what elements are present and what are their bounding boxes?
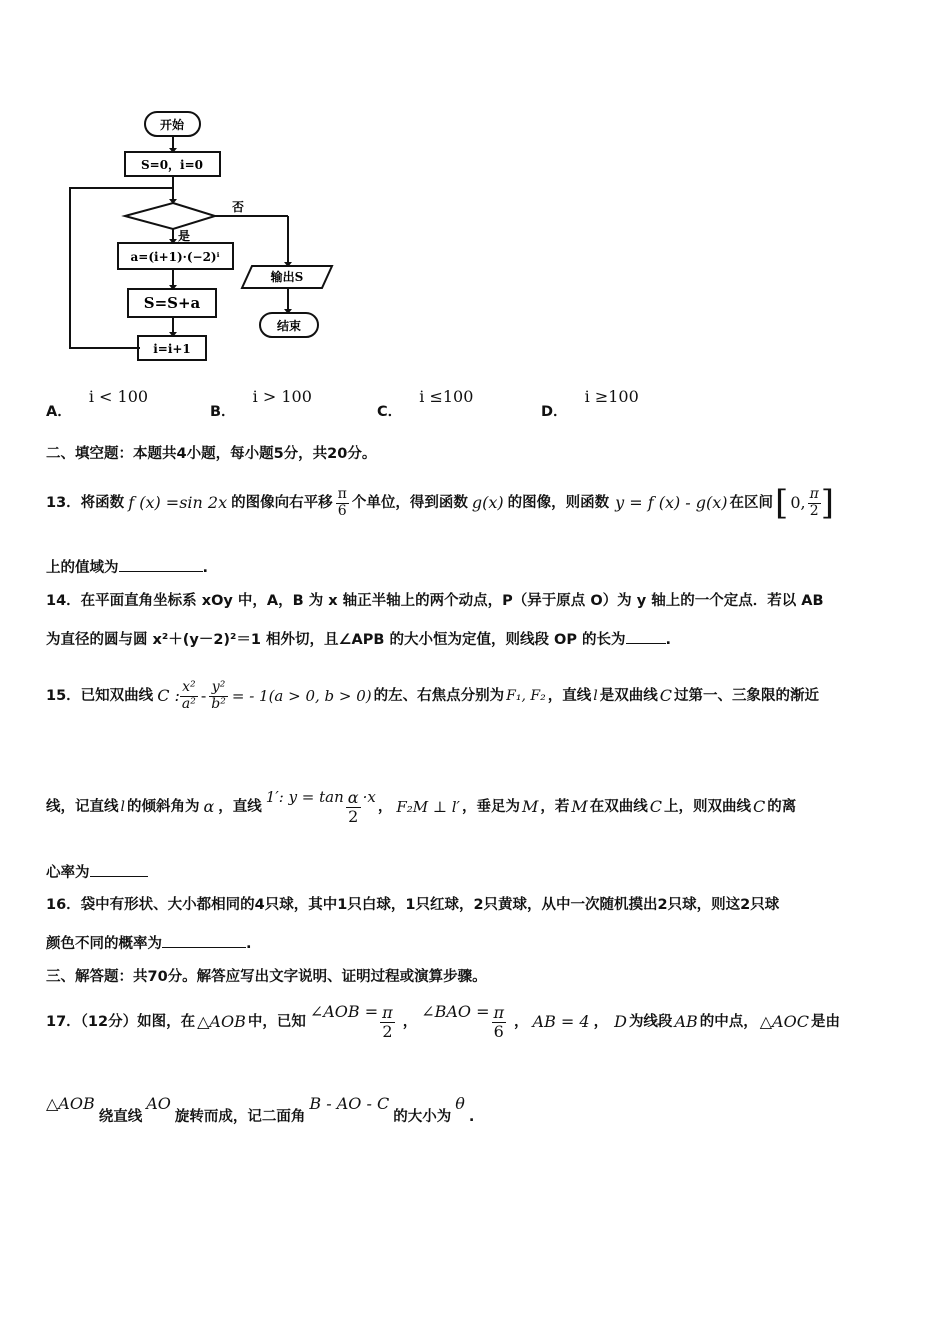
- question-15: [46, 670, 819, 722]
- q15-m1: M: [521, 797, 539, 816]
- option-label: D．: [541, 404, 568, 420]
- q13-text: 的图像向右平移: [231, 494, 333, 511]
- answer-blank: [626, 631, 666, 644]
- q15-text: 是双曲线: [599, 687, 658, 704]
- q17-text: 的中点，: [699, 1013, 758, 1030]
- q13-text: 13．将函数: [46, 494, 125, 511]
- q15-line3: [46, 864, 148, 881]
- q15-text: 在双曲线: [589, 798, 648, 815]
- q13-line2: [46, 559, 208, 576]
- q17-ab: AB = 4: [532, 1012, 590, 1031]
- q17-text: ，: [402, 1013, 418, 1030]
- q15-l2: l: [120, 799, 125, 815]
- q17-text: ，: [514, 1013, 529, 1030]
- q13-text: 的图像，则函数: [507, 494, 610, 511]
- fraction-numerator: x²: [180, 680, 198, 696]
- interval-fraction: [808, 487, 821, 519]
- option-expr: i > 100: [252, 387, 312, 406]
- fraction-numerator: α: [347, 787, 359, 807]
- q17-ab2: AB: [674, 1012, 698, 1031]
- fraction-denominator: 2: [348, 806, 359, 826]
- q14-line2: [46, 631, 671, 648]
- answer-blank: [162, 935, 246, 948]
- flowchart-decision-node: [125, 203, 215, 229]
- q17-text: 绕直线: [98, 1108, 143, 1125]
- q15-text: 的离: [767, 798, 797, 815]
- q13-fraction: [336, 487, 349, 519]
- section-heading: 二、填空题：本题共4小题，每小题5分，共20分。: [46, 446, 377, 462]
- q17-ang1: ∠AOB =: [309, 1002, 379, 1021]
- flowchart-assign-text: a=(i+1)·(−2)ⁱ: [130, 250, 220, 264]
- q15-text: 心率为: [46, 865, 90, 881]
- q13-y: y = f (x) - g(x): [615, 493, 728, 512]
- q14-line1: 14．在平面直角坐标系 xOy 中，A，B 为 x 轴正半轴上的两个动点，P（异于原点 O）为 y 轴上的一个定点．若以 AB: [46, 593, 824, 609]
- flowchart-output-text: 输出S: [270, 270, 304, 284]
- fraction-numerator: π: [809, 486, 819, 503]
- flowchart-no-label: 否: [232, 200, 245, 214]
- fraction-denominator: b²: [211, 695, 226, 712]
- fraction-numerator: y²: [209, 680, 228, 696]
- q17-ao: AO: [146, 1094, 171, 1113]
- q15-rhs: = - 1(a > 0, b > 0): [231, 686, 372, 705]
- q16-end: .: [246, 936, 252, 952]
- q14-end: .: [665, 632, 672, 648]
- q17-theta: θ: [455, 1094, 465, 1113]
- fraction-denominator: a²: [181, 695, 196, 712]
- q15-text: 的倾斜角为: [126, 798, 200, 815]
- question-17: [46, 996, 840, 1048]
- fraction-numerator: π: [337, 486, 347, 503]
- q13-text: 在区间: [729, 494, 774, 511]
- q17-text: 17．（12分）如图，在: [46, 1013, 196, 1030]
- q15-text: ，: [377, 798, 393, 815]
- fraction-numerator: π: [382, 1002, 393, 1022]
- option-label: C．: [377, 404, 403, 420]
- q17-tri3: △AOB: [46, 1094, 95, 1113]
- q15-c: C :: [157, 686, 180, 705]
- q17-text: ，: [593, 1013, 609, 1030]
- q15-alpha: α: [203, 797, 215, 816]
- flowchart-start-text: 开始: [159, 118, 185, 132]
- q17-frac1: [380, 1004, 395, 1040]
- q16-line1: 16．袋中有形状、大小都相同的4只球，其中1只白球，1只红球，2只黄球，从中一次随机摸出2只球，则这2只球: [46, 897, 780, 913]
- q15-text: ，垂足为: [461, 798, 520, 815]
- section-heading: 三、解答题：共70分。解答应写出文字说明、证明过程或演算步骤。: [46, 969, 487, 985]
- fraction-denominator: 6: [493, 1021, 504, 1041]
- q13-g: g(x): [471, 493, 504, 512]
- flowchart-yes-label: 是: [178, 229, 191, 243]
- q15-c-var: C: [659, 686, 672, 705]
- option-b: [210, 386, 312, 420]
- q15-frac-x: [180, 680, 198, 712]
- question-13: [46, 478, 834, 528]
- q15-dotx: ·x: [362, 787, 376, 806]
- q16-text: 颜色不同的概率为: [46, 936, 162, 952]
- q17-d: D: [614, 1012, 627, 1031]
- q15-text: 上，则双曲线: [664, 798, 751, 815]
- option-label: B．: [210, 404, 236, 420]
- q15-text: ，若: [540, 798, 570, 815]
- q15-text: 的左、右焦点分别为: [373, 687, 505, 704]
- answer-blank: [90, 864, 148, 877]
- q15-c2: C: [649, 797, 662, 816]
- fraction-denominator: 2: [382, 1021, 393, 1041]
- q17-line2: [46, 1090, 474, 1124]
- q17-tri2: △AOC: [759, 1012, 809, 1031]
- q15-m2: M: [571, 797, 588, 816]
- flowchart-sum-text: S=S+a: [143, 294, 201, 312]
- option-c: [377, 386, 474, 420]
- q15-text: ，直线: [547, 687, 592, 704]
- flowchart-end-text: 结束: [276, 319, 302, 333]
- q15-text: 线，记直线: [46, 798, 119, 815]
- fraction-numerator: π: [493, 1002, 505, 1022]
- flowchart-init-text: S=0，i=0: [140, 158, 204, 172]
- q17-end: .: [468, 1108, 475, 1125]
- fraction-denominator: 6: [337, 502, 347, 519]
- q14-text: 为直径的圆与圆 x²＋(y－2)²＝1 相外切，且∠APB 的大小恒为定值，则线段 OP 的长为: [46, 632, 626, 648]
- interval-zero: 0,: [790, 493, 806, 512]
- q15-c3: C: [753, 797, 766, 816]
- flowchart: [60, 108, 350, 363]
- q15-text: 15．已知双曲线: [46, 687, 154, 704]
- q13-text: 个单位，得到函数: [351, 494, 468, 511]
- q17-tri1: △AOB: [197, 1012, 246, 1031]
- q15-minus: -: [200, 686, 207, 705]
- q17-text: 为线段: [628, 1013, 673, 1030]
- q15-frac-y: [209, 680, 228, 712]
- flowchart-incr-text: i=i+1: [153, 342, 191, 356]
- q15-foci: F₁, F₂: [506, 688, 546, 704]
- q17-ang2: ∠BAO =: [421, 1002, 490, 1021]
- answer-blank: [119, 559, 203, 572]
- interval-right-bracket: ]: [820, 483, 835, 523]
- q15-line2: [46, 781, 796, 833]
- option-label: A．: [46, 404, 72, 420]
- q17-dih: B - AO - C: [309, 1094, 390, 1113]
- option-expr: i ≥100: [584, 387, 639, 406]
- q13-text: 上的值域为: [46, 560, 119, 576]
- q13-end: .: [202, 560, 209, 576]
- option-expr: i ≤100: [419, 387, 474, 406]
- option-a: [46, 386, 149, 420]
- fraction-denominator: 2: [809, 502, 819, 519]
- q16-line2: [46, 935, 252, 952]
- q17-text: 是由: [810, 1013, 840, 1030]
- q17-text: 的大小为: [393, 1108, 452, 1125]
- q15-l: l: [593, 688, 598, 704]
- q15-lprime: 1′: y = tan: [265, 787, 344, 806]
- q13-f: f (x) =sin 2x: [128, 493, 228, 512]
- q15-perp: F₂M ⊥ l′: [396, 797, 460, 816]
- option-expr: i < 100: [88, 387, 149, 406]
- option-d: [541, 386, 639, 420]
- q17-frac2: [492, 1004, 507, 1040]
- interval-left-bracket: [: [775, 483, 789, 523]
- q17-text: 中，已知: [247, 1013, 306, 1030]
- q15-text: 过第一、三象限的渐近: [673, 687, 819, 704]
- q15-text: ，直线: [218, 798, 262, 815]
- q15-frac-alpha: [346, 789, 361, 825]
- q17-text: 旋转而成，记二面角: [174, 1108, 306, 1125]
